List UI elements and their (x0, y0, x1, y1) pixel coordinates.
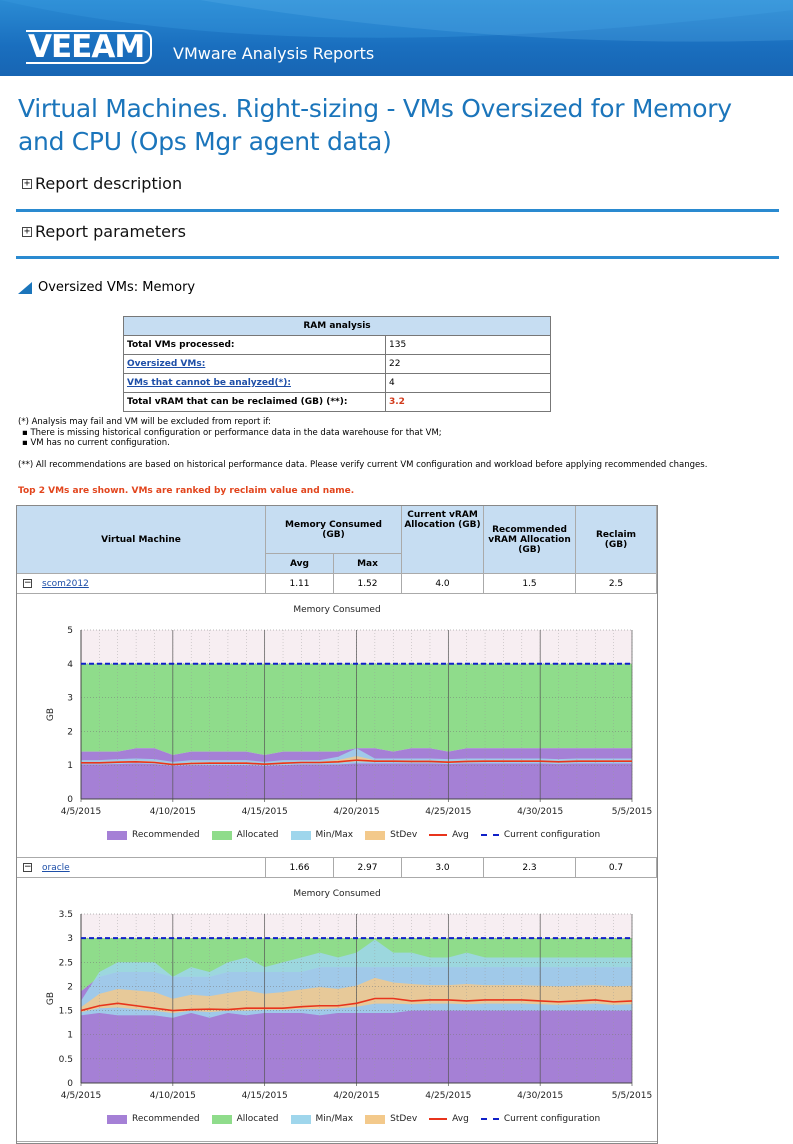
col-memory-consumed: Memory Consumed (GB) (266, 506, 402, 554)
y-tick-label: 5 (67, 626, 73, 636)
divider (16, 209, 779, 212)
expand-icon: + (23, 177, 31, 189)
x-tick-label: 4/20/2015 (333, 807, 380, 817)
x-tick-label: 4/5/2015 (60, 1091, 102, 1101)
vm-row-scom2012 (17, 574, 266, 594)
legend-label: StDev (390, 830, 418, 840)
table-row (124, 355, 551, 374)
chart-legend (107, 1114, 612, 1124)
y-tick-label: 0 (67, 1079, 73, 1089)
legend-item (365, 830, 417, 840)
x-tick-label: 4/5/2015 (60, 807, 102, 817)
report-header (0, 0, 793, 76)
report-parameters-label: Report parameters (35, 222, 186, 241)
header-title: VMware Analysis Reports (173, 44, 375, 63)
col-reclaim: Reclaim (GB) (576, 506, 657, 574)
avg-value: 1.11 (266, 574, 334, 594)
y-tick-label: 3 (67, 693, 73, 704)
legend-item (107, 1114, 200, 1124)
legend-label: Recommended (132, 830, 200, 840)
legend-item (107, 830, 200, 840)
legend-item (291, 1114, 354, 1124)
x-tick-label: 5/5/2015 (611, 807, 653, 817)
table-row (124, 393, 551, 412)
note-analysis: (*) Analysis may fail and VM will be excluded from report if: (18, 417, 271, 427)
section-oversized-memory (18, 280, 195, 295)
section-triangle-icon (18, 282, 32, 294)
col-max: Max (334, 554, 402, 574)
y-tick-label: 0 (67, 795, 73, 805)
collapse-icon[interactable]: − (24, 862, 32, 872)
legend-label: Allocated (236, 1114, 279, 1124)
x-tick-label: 4/10/2015 (149, 1091, 196, 1101)
y-tick-label: 2.5 (58, 958, 73, 969)
reclaim-total-value: 3.2 (386, 393, 551, 412)
legend-label: StDev (390, 1114, 418, 1124)
vm-link[interactable]: scom2012 (42, 578, 89, 589)
row-value: 22 (386, 355, 551, 374)
report-description-label: Report description (35, 174, 183, 193)
legend-label: Current configuration (503, 1114, 601, 1124)
max-value: 1.52 (334, 574, 402, 594)
note-bullet: ▪ There is missing historical configuration or performance data in the data warehouse for that VM; (22, 428, 442, 438)
x-tick-label: 4/10/2015 (149, 807, 196, 817)
vm-memory-table (16, 505, 658, 1144)
row-value: 135 (386, 336, 551, 355)
note-recommendations: (**) All recommendations are based on historical performance data. Please verify current VM configuration and workload before applying recommended changes. (18, 460, 708, 470)
legend-item (481, 1114, 600, 1124)
chart-title: Memory Consumed (293, 889, 381, 899)
y-tick-label: 0.5 (58, 1054, 73, 1065)
legend-label: Avg (452, 830, 469, 840)
max-value: 2.97 (334, 858, 402, 878)
legend-label: Min/Max (315, 1114, 354, 1124)
x-tick-label: 4/25/2015 (425, 807, 472, 817)
y-tick-label: 4 (67, 659, 73, 670)
recommended-value: 2.3 (484, 858, 576, 878)
legend-item (212, 1114, 279, 1124)
table-row (124, 374, 551, 393)
row-value: 4 (386, 374, 551, 393)
legend-label: Allocated (236, 830, 279, 840)
collapse-icon[interactable]: − (24, 578, 32, 588)
chart-legend (107, 830, 612, 840)
y-tick-label: 1 (67, 761, 73, 772)
y-tick-label: 3 (67, 934, 73, 945)
chart-title: Memory Consumed (293, 605, 381, 615)
veeam-logo: VEEAM (26, 30, 152, 64)
x-tick-label: 4/20/2015 (333, 1091, 380, 1101)
col-avg: Avg (266, 554, 334, 574)
col-current-vram: Current vRAM Allocation (GB) (402, 506, 484, 574)
legend-item (291, 830, 354, 840)
legend-label: Min/Max (315, 830, 354, 840)
legend-item (212, 830, 279, 840)
x-tick-label: 4/30/2015 (517, 807, 564, 817)
x-tick-label: 4/15/2015 (241, 1091, 288, 1101)
unanalyzed-vms-link[interactable]: VMs that cannot be analyzed(*): (127, 378, 291, 388)
table-row (124, 336, 551, 355)
y-tick-label: 2 (67, 727, 73, 738)
expand-icon: + (23, 225, 31, 237)
y-tick-label: 1.5 (58, 1006, 73, 1017)
legend-item (481, 830, 600, 840)
oversized-vms-link[interactable]: Oversized VMs: (127, 359, 206, 369)
reclaim-value: 2.5 (576, 574, 657, 594)
page-title: Virtual Machines. Right-sizing - VMs Oversized for Memory and CPU (Ops Mgr agent data) (18, 94, 732, 156)
report-parameters-toggle[interactable] (22, 222, 186, 241)
report-description-toggle[interactable] (22, 174, 182, 193)
y-tick-label: 1 (67, 1030, 73, 1041)
legend-item (429, 1114, 469, 1124)
legend-label: Recommended (132, 1114, 200, 1124)
row-label: Total vRAM that can be reclaimed (GB) (**): (124, 393, 386, 412)
ram-analysis-table (123, 316, 551, 412)
row-label: Total VMs processed: (124, 336, 386, 355)
x-tick-label: 5/5/2015 (611, 1091, 653, 1101)
y-axis-label: GB (46, 991, 56, 1006)
memory-chart-scom2012 (17, 594, 657, 858)
y-tick-label: 3.5 (58, 910, 73, 920)
top-vms-note: Top 2 VMs are shown. VMs are ranked by reclaim value and name. (18, 486, 355, 496)
y-tick-label: 2 (67, 982, 73, 993)
ram-analysis-title: RAM analysis (124, 317, 551, 336)
y-axis-label: GB (46, 707, 56, 722)
memory-chart-oracle (17, 878, 657, 1142)
legend-item (429, 830, 469, 840)
x-tick-label: 4/15/2015 (241, 807, 288, 817)
section-title: Oversized VMs: Memory (38, 280, 196, 295)
note-bullet: ▪ VM has no current configuration. (22, 438, 170, 448)
col-recommended-vram: Recommended vRAM Allocation (GB) (484, 506, 576, 574)
reclaim-value: 0.7 (576, 858, 657, 878)
legend-label: Current configuration (503, 830, 601, 840)
legend-item (365, 1114, 417, 1124)
chart-panel (17, 878, 657, 1142)
current-value: 3.0 (402, 858, 484, 878)
recommended-value: 1.5 (484, 574, 576, 594)
col-virtual-machine: Virtual Machine (17, 506, 266, 574)
vm-row-oracle (17, 858, 266, 878)
vm-link[interactable]: oracle (42, 862, 70, 873)
chart-panel (17, 594, 657, 858)
x-tick-label: 4/30/2015 (517, 1091, 564, 1101)
legend-label: Avg (452, 1114, 469, 1124)
divider (16, 256, 779, 259)
avg-value: 1.66 (266, 858, 334, 878)
current-value: 4.0 (402, 574, 484, 594)
x-tick-label: 4/25/2015 (425, 1091, 472, 1101)
